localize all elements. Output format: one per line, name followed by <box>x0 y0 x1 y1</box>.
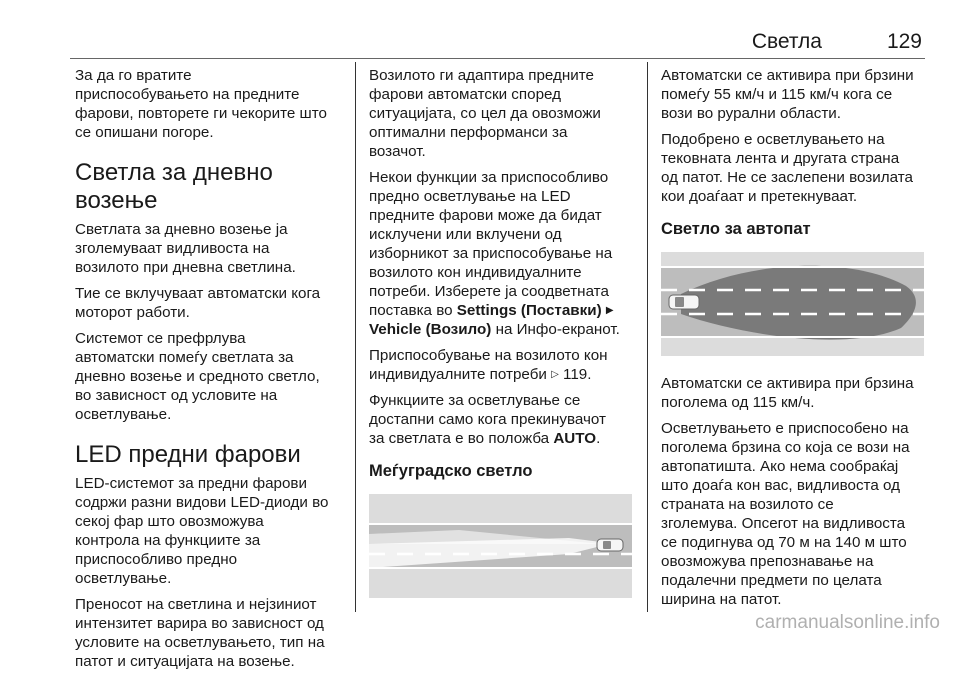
car-icon <box>669 295 699 309</box>
page-reference: 119. <box>558 366 592 383</box>
highway-light-illustration <box>661 252 924 356</box>
paragraph-daytime-1: Светлата за дневно возење ја зголемуваат видливоста на возилото при дневна светлина. <box>75 221 296 276</box>
car-icon <box>597 539 623 551</box>
section-title: Светла <box>751 30 822 53</box>
paragraph-led-2: Преносот на светлина и нејзиниот интензитет варира во зависност од условите на осветлувањето, тип на патот и ситуацијата на возење. <box>75 596 325 670</box>
paragraph-highway-1: Автоматски се активира при брзина поголема од 115 км/ч. <box>661 375 914 411</box>
heading-highway-light: Светло за автопат <box>661 220 811 238</box>
paragraph-highway-2: Осветлувањето е приспособено на поголема брзина со која се вози на автопатишта. Ако нема сообраќај што доаѓа кон вас, видливоста од страната на возилото се зголемува. Опсегот на видливоста се подигнува од 70 м на 140 м што овозможува препознавање на подалечни предмети по целата ширина на патот. <box>661 420 910 608</box>
paragraph-daytime-2: Тие се вклучуваат автоматски кога моторот работи. <box>75 285 321 321</box>
intercity-light-illustration <box>369 494 632 598</box>
watermark: carmanualsonline.info <box>755 612 940 633</box>
auto-label: AUTO <box>553 430 597 447</box>
paragraph-auto <box>369 391 637 448</box>
menu-arrow-icon: ▶ <box>605 305 614 316</box>
page-number: 129 <box>886 30 922 53</box>
paragraph-daytime-3: Системот се префрлува автоматски помеѓу светлата за дневно возење и средното светло, во зависност од условите на осветлување. <box>75 330 320 423</box>
heading-led-headlights: LED предни фарови <box>75 441 301 468</box>
heading-daytime-lights: Светла за дневно возење <box>75 159 273 214</box>
personalization-text: Приспособување на возилото кон индивидуалните потреби <box>369 347 608 383</box>
auto-text-start: Функциите за осветлување се достапни само кога прекинувачот за светлата е во положба <box>369 392 606 447</box>
header-rule <box>70 58 925 59</box>
heading-intercity-light: Меѓуградско светло <box>369 462 533 480</box>
auto-text-end: . <box>596 430 601 447</box>
page-reference-arrow-icon: ▷ <box>551 369 559 380</box>
column-1 <box>75 66 350 678</box>
column-divider-1 <box>355 62 356 612</box>
vehicle-menu-label: Vehicle (Возило) <box>369 321 492 338</box>
settings-text-start: Некои функции за приспособливо предно осветлување на LED предните фарови може да бидат исклучени или вклучени од изборникот за приспособување на возилото кон индивидуалните потреби. Изберете ја соодветната поставка во <box>369 169 613 319</box>
paragraph-reset: За да го вратите приспособувањето на предните фарови, повторете ги чекорите што се опишани погоре. <box>75 67 327 141</box>
paragraph-settings <box>369 168 637 339</box>
paragraph-intercity-1: Автоматски се активира при брзини помеѓу 55 км/ч и 115 км/ч кога се вози во рурални области. <box>661 67 914 122</box>
column-3 <box>661 66 931 616</box>
settings-menu-label: Settings (Поставки) <box>456 302 602 319</box>
paragraph-led-1: LED-системот за предни фарови содржи разни видови LED-диоди во секој фар што овозможува контрола на функциите за приспособливо предно осветлување. <box>75 475 329 587</box>
page-header <box>0 30 960 60</box>
settings-text-end: на Инфо-екранот. <box>491 321 620 338</box>
paragraph-intercity-2: Подобрено е осветлувањето на тековната лента и другата страна од патот. Не се заслепени возилата кои доаѓаат и претекнуваат. <box>661 131 913 205</box>
intercity-beam-diagram <box>369 494 632 598</box>
column-divider-2 <box>647 62 648 612</box>
paragraph-adaptive: Возилото ги адаптира предните фарови автоматски според ситуацијата, со цел да овозможи оптимални перформанси за возачот. <box>369 67 601 160</box>
paragraph-personalization <box>369 346 637 384</box>
column-2 <box>369 66 637 598</box>
highway-beam-diagram <box>661 252 924 356</box>
